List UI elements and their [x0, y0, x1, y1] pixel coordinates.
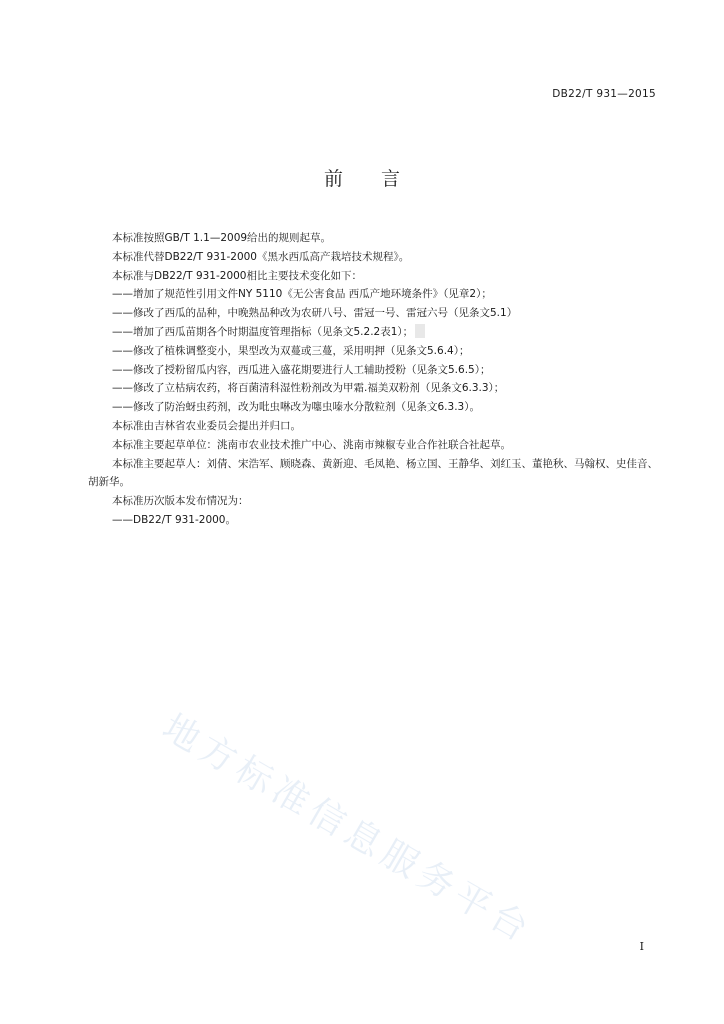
page-number: I: [639, 940, 644, 953]
change-item: ——修改了授粉留瓜内容，西瓜进入盛花期要进行人工辅助授粉（见条文5.6.5）；: [112, 363, 491, 376]
change-item: ——修改了防治蚜虫药剂，改为吡虫啉改为噻虫嗪水分散粒剂（见条文6.3.3）。: [112, 401, 480, 414]
paragraph-history-intro: 本标准历次版本发布情况为：: [112, 495, 249, 508]
change-item: [88, 323, 668, 342]
foreword-body: [88, 229, 668, 530]
paragraph-drafters: 本标准主要起草人：刘倩、宋浩军、顾晓森、黄新迎、毛凤艳、杨立国、王静华、刘红玉、董艳秋、马翰权、史佳音、胡新华。: [88, 457, 658, 489]
paragraph-replaces: 本标准代替DB22/T 931-2000《黑水西瓜高产栽培技术规程》。: [112, 250, 410, 263]
selection-highlight: [415, 324, 425, 338]
watermark: 地方标准信息服务平台: [155, 706, 540, 953]
page-title: 前言: [323, 168, 438, 190]
paragraph-proposer: 本标准由吉林省农业委员会提出并归口。: [112, 419, 301, 432]
history-item: ——DB22/T 931-2000。: [112, 513, 236, 526]
change-item: ——修改了植株调整变小，果型改为双蔓或三蔓，采用明押（见条文5.6.4）；: [112, 344, 470, 357]
change-item-text: ——增加了西瓜苗期各个时期温度管理指标（见条文5.2.2表1）；: [112, 325, 414, 338]
change-item: ——修改了立枯病农药，将百菌清科湿性粉剂改为甲霜.福美双粉剂（见条文6.3.3）；: [112, 382, 505, 395]
paragraph-changes-intro: 本标准与DB22/T 931-2000相比主要技术变化如下：: [112, 269, 362, 282]
paragraph-drafting-units: 本标准主要起草单位：洮南市农业技术推广中心、洮南市辣椒专业合作社联合社起草。: [112, 438, 511, 451]
document-code: DB22/T 931—2015: [552, 88, 656, 100]
change-item: ——修改了西瓜的品种，中晚熟品种改为农研八号、雷冠一号、雷冠六号（见条文5.1）: [112, 307, 518, 320]
paragraph-drafting-rule: 本标准按照GB/T 1.1—2009给出的规则起草。: [112, 232, 332, 244]
change-item: ——增加了规范性引用文件NY 5110《无公害食品 西瓜产地环境条件》（见章2）；: [112, 288, 492, 301]
